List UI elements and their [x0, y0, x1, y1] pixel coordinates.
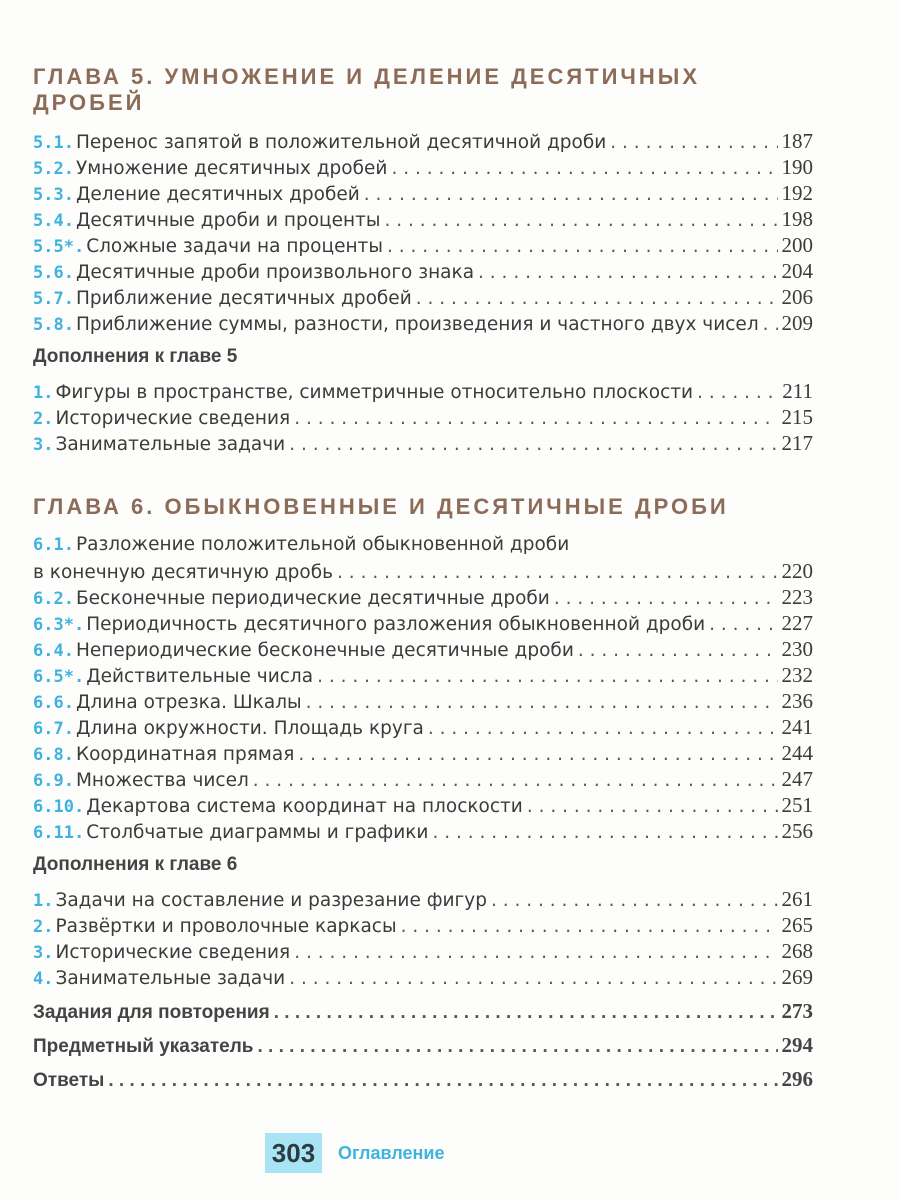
dot-leader — [289, 432, 777, 458]
entry-title: Ответы — [33, 1070, 105, 1091]
dot-leader — [697, 380, 778, 406]
entry-title: Координатная прямая — [75, 744, 295, 765]
entry-page: 209 — [781, 311, 813, 335]
entry-title: Развёртки и проволочные каркасы — [55, 916, 397, 937]
entry-number: 5.7. — [33, 289, 74, 309]
dot-leader — [491, 888, 778, 914]
toc-entry[interactable] — [33, 792, 813, 818]
toc-entry[interactable] — [33, 584, 813, 610]
entry-page: 273 — [781, 999, 813, 1023]
toc-entry[interactable] — [33, 310, 813, 336]
entry-title: Умножение десятичных дробей — [75, 158, 388, 179]
entry-title: Десятичные дроби произвольного знака — [75, 262, 475, 283]
entry-page: 296 — [781, 1067, 813, 1091]
footer-section-title: Оглавление — [338, 1142, 445, 1163]
dot-leader — [274, 1000, 778, 1026]
toc-entry[interactable] — [33, 532, 813, 558]
entry-page: 241 — [781, 715, 813, 739]
entry-number: 2. — [33, 917, 54, 937]
entry-title: Длина окружности. Площадь круга — [75, 718, 424, 739]
entry-page: 232 — [781, 663, 813, 687]
entry-title: Разложение положительной обыкновенной дроби — [75, 534, 570, 555]
entry-page: 200 — [781, 233, 813, 257]
entry-title: Непериодические бесконечные десятичные дроби — [75, 640, 574, 661]
toc-entry[interactable] — [33, 1066, 813, 1092]
toc-entry[interactable] — [33, 766, 813, 792]
entry-title: Деление десятичных дробей — [75, 184, 360, 205]
dot-leader — [401, 914, 778, 940]
toc-entry[interactable] — [33, 128, 813, 154]
toc-entry[interactable] — [33, 998, 813, 1024]
toc-entry[interactable] — [33, 662, 813, 688]
entry-page: 190 — [781, 155, 813, 179]
dot-leader — [709, 612, 777, 638]
end-sections — [33, 998, 813, 1092]
entry-number: 5.1. — [33, 133, 74, 153]
dot-leader — [294, 940, 777, 966]
page-footer — [265, 1133, 444, 1173]
entry-number: 5.4. — [33, 211, 74, 231]
toc-entry[interactable] — [33, 430, 813, 456]
chapter-6-supplements-heading: Дополнения к главе 6 — [33, 854, 238, 875]
entry-number: 5.6. — [33, 263, 74, 283]
toc-entry[interactable] — [33, 714, 813, 740]
chapter-6-supplements — [33, 886, 813, 990]
entry-title: Занимательные задачи — [55, 434, 286, 455]
entry-page: 268 — [781, 939, 813, 963]
dot-leader — [428, 716, 778, 742]
entry-page: 192 — [781, 181, 813, 205]
entry-title: Приближение десятичных дробей — [75, 288, 412, 309]
entry-number: 5.5*. — [33, 237, 85, 257]
toc-entry[interactable] — [33, 154, 813, 180]
entry-page: 251 — [781, 793, 813, 817]
entry-page: 227 — [781, 611, 813, 635]
entry-page: 261 — [781, 887, 813, 911]
dot-leader — [578, 638, 778, 664]
toc-entry-continuation[interactable] — [33, 558, 813, 584]
chapter-6-heading: ГЛАВА 6. ОБЫКНОВЕННЫЕ И ДЕСЯТИЧНЫЕ ДРОБИ — [33, 494, 729, 519]
table-of-contents — [33, 64, 813, 1092]
entry-number: 5.3. — [33, 185, 74, 205]
entry-page: 206 — [781, 285, 813, 309]
toc-entry[interactable] — [33, 180, 813, 206]
entry-page: 217 — [781, 431, 813, 455]
dot-leader — [527, 794, 778, 820]
entry-title: Предметный указатель — [33, 1036, 254, 1057]
entry-page: 220 — [781, 559, 813, 583]
entry-page: 269 — [781, 965, 813, 989]
entry-title: Фигуры в пространстве, симметричные относительно плоскости — [55, 382, 694, 403]
dot-leader — [554, 586, 778, 612]
dot-leader — [763, 312, 778, 338]
toc-entry[interactable] — [33, 818, 813, 844]
entry-number: 5.8. — [33, 315, 74, 335]
dot-leader — [108, 1068, 777, 1094]
entry-number: 6.11. — [33, 823, 85, 843]
entry-title: Исторические сведения — [55, 408, 291, 429]
entry-number: 6.5*. — [33, 667, 85, 687]
entry-title: Столбчатые диаграммы и графики — [86, 822, 429, 843]
dot-leader — [253, 768, 778, 794]
entry-number: 6.2. — [33, 589, 74, 609]
chapter-5-supplements — [33, 378, 813, 456]
entry-title: Перенос запятой в положительной десятичной дроби — [75, 132, 607, 153]
entry-number: 1. — [33, 383, 54, 403]
toc-entry[interactable] — [33, 206, 813, 232]
entry-number: 6.3*. — [33, 615, 85, 635]
dot-leader — [387, 234, 778, 260]
entry-page: 198 — [781, 207, 813, 231]
entry-page: 294 — [781, 1033, 813, 1057]
entry-page: 230 — [781, 637, 813, 661]
chapter-6-items — [33, 532, 813, 844]
entry-number: 6.7. — [33, 719, 74, 739]
toc-entry[interactable] — [33, 404, 813, 430]
entry-title: Бесконечные периодические десятичные дроби — [75, 588, 550, 609]
entry-page: 215 — [781, 405, 813, 429]
dot-leader — [258, 1034, 778, 1060]
toc-entry[interactable] — [33, 886, 813, 912]
entry-page: 247 — [781, 767, 813, 791]
dot-leader — [384, 208, 777, 234]
entry-number: 4. — [33, 969, 54, 989]
entry-page: 211 — [782, 379, 813, 403]
entry-title-continued: в конечную десятичную дробь — [33, 562, 334, 583]
entry-title: Множества чисел — [75, 770, 249, 791]
dot-leader — [478, 260, 777, 286]
entry-number: 3. — [33, 435, 54, 455]
toc-entry[interactable] — [33, 284, 813, 310]
entry-number: 6.9. — [33, 771, 74, 791]
toc-entry[interactable] — [33, 938, 813, 964]
chapter-5-supplements-heading: Дополнения к главе 5 — [33, 346, 238, 367]
entry-title: Декартова система координат на плоскости — [86, 796, 523, 817]
dot-leader — [298, 742, 777, 768]
page-number: 303 — [265, 1133, 322, 1173]
entry-number: 5.2. — [33, 159, 74, 179]
entry-title: Действительные числа — [86, 666, 314, 687]
dot-leader — [317, 664, 777, 690]
chapter-5-items — [33, 128, 813, 336]
entry-title: Задания для повторения — [33, 1002, 270, 1023]
entry-page: 204 — [781, 259, 813, 283]
toc-entry[interactable] — [33, 636, 813, 662]
dot-leader — [610, 130, 777, 156]
dot-leader — [364, 182, 778, 208]
entry-number: 6.10. — [33, 797, 85, 817]
entry-number: 3. — [33, 943, 54, 963]
entry-number: 1. — [33, 891, 54, 911]
entry-page: 256 — [781, 819, 813, 843]
toc-entry[interactable] — [33, 1032, 813, 1058]
dot-leader — [306, 690, 778, 716]
entry-number: 6.8. — [33, 745, 74, 765]
toc-entry[interactable] — [33, 964, 813, 990]
toc-entry[interactable] — [33, 688, 813, 714]
entry-title: Занимательные задачи — [55, 968, 286, 989]
entry-page: 236 — [781, 689, 813, 713]
toc-entry[interactable] — [33, 740, 813, 766]
toc-entry[interactable] — [33, 378, 813, 404]
dot-leader — [289, 966, 777, 992]
entry-title: Исторические сведения — [55, 942, 291, 963]
entry-title: Приближение суммы, разности, произведения и частного двух чисел — [75, 314, 759, 335]
toc-entry[interactable] — [33, 912, 813, 938]
toc-entry[interactable] — [33, 610, 813, 636]
entry-page: 244 — [781, 741, 813, 765]
dot-leader — [337, 560, 777, 586]
dot-leader — [391, 156, 777, 182]
entry-number: 6.1. — [33, 535, 74, 555]
entry-page: 265 — [781, 913, 813, 937]
dot-leader — [294, 406, 777, 432]
entry-number: 6.4. — [33, 641, 74, 661]
entry-title: Задачи на составление и разрезание фигур — [55, 890, 487, 911]
toc-entry[interactable] — [33, 258, 813, 284]
entry-page: 187 — [781, 129, 813, 153]
entry-title: Длина отрезка. Шкалы — [75, 692, 302, 713]
entry-title: Периодичность десятичного разложения обыкновенной дроби — [86, 614, 706, 635]
dot-leader — [432, 820, 777, 846]
entry-number: 6.6. — [33, 693, 74, 713]
entry-page: 223 — [781, 585, 813, 609]
toc-entry[interactable] — [33, 232, 813, 258]
entry-title: Десятичные дроби и проценты — [75, 210, 381, 231]
entry-number: 2. — [33, 409, 54, 429]
chapter-5-heading: ГЛАВА 5. УМНОЖЕНИЕ И ДЕЛЕНИЕ ДЕСЯТИЧНЫХ ДРОБЕЙ — [33, 64, 700, 115]
entry-title: Сложные задачи на проценты — [86, 236, 383, 257]
dot-leader — [416, 286, 778, 312]
